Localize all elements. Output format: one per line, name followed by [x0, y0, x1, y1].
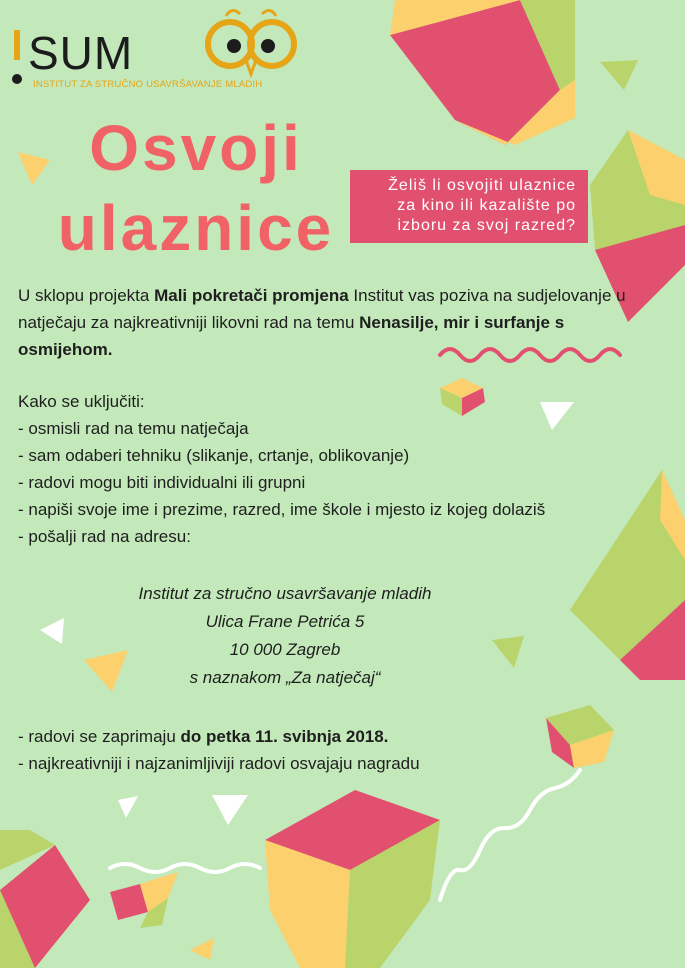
question-line-2: za kino ili kazalište po [397, 197, 576, 214]
cube-top-right [390, 0, 575, 145]
triangle-yellow-bottom [190, 938, 214, 960]
question-line-3: izboru za svoj razred? [397, 217, 576, 234]
howto-item: - osmisli rad na temu natječaja [18, 419, 249, 438]
cube-small-bottom [110, 872, 178, 928]
award-line: - najkreativniji i najzanimljiviji radovi osvajaju nagradu [18, 754, 420, 773]
page-title [36, 108, 356, 268]
how-to-participate [18, 388, 658, 550]
deadline-prefix: - radovi se zaprimaju [18, 727, 181, 746]
howto-item: - pošalji rad na adresu: [18, 527, 191, 546]
project-name: Mali pokretači promjena [154, 286, 349, 305]
triangle-green-top [600, 60, 638, 90]
intro-paragraph [18, 282, 628, 363]
logo-tagline: INSTITUT ZA STRUČNO USAVRŠAVANJE MLADIH [33, 79, 263, 90]
logo-word-text: SUM [28, 27, 134, 79]
logo-wordmark [28, 27, 134, 79]
howto-heading: Kako se uključiti: [18, 392, 145, 411]
wave-white-right [440, 770, 580, 900]
wave-white-bottom [110, 864, 260, 872]
triangle-white-low-mid [212, 795, 248, 825]
howto-item: - radovi mogu biti individualni ili grupni [18, 473, 306, 492]
address-line-1: Institut za stručno usavršavanje mladih [138, 584, 432, 603]
owl-icon [196, 8, 306, 80]
competition-theme: Nenasilje, mir i surfanje s osmijehom. [18, 313, 565, 359]
deadline-line [18, 723, 638, 750]
deadline-date: do petka 11. svibnja 2018. [180, 727, 389, 746]
question-banner [350, 170, 588, 243]
question-line-1: Želiš li osvojiti ulaznice [388, 177, 576, 194]
address-line-2: Ulica Frane Petrića 5 [205, 612, 365, 631]
postal-address [100, 580, 470, 692]
cube-bottom-center [265, 790, 440, 968]
triangle-green-mid [492, 636, 524, 668]
closing-info [18, 723, 638, 777]
title-line-1: Osvoji [89, 112, 303, 184]
intro-text-2: Institut vas poziva na sudjelovanje u natječaju za najkreativniji likovni rad na temu [18, 286, 626, 332]
howto-item: - napiši svoje ime i prezime, razred, ime škole i mjesto iz kojeg dolaziš [18, 500, 546, 519]
title-line-2: ulaznice [57, 192, 335, 264]
triangle-white-left [40, 618, 64, 644]
cube-bottom-left [0, 830, 90, 968]
address-line-4: s naznakom „Za natječaj“ [189, 668, 381, 687]
intro-text-1: U sklopu projekta [18, 286, 155, 305]
exclamation-logo-mark [12, 26, 24, 86]
howto-item: - sam odaberi tehniku (slikanje, crtanje, oblikovanje) [18, 446, 410, 465]
address-line-3: 10 000 Zagreb [229, 640, 341, 659]
triangle-white-low-left [118, 796, 138, 818]
